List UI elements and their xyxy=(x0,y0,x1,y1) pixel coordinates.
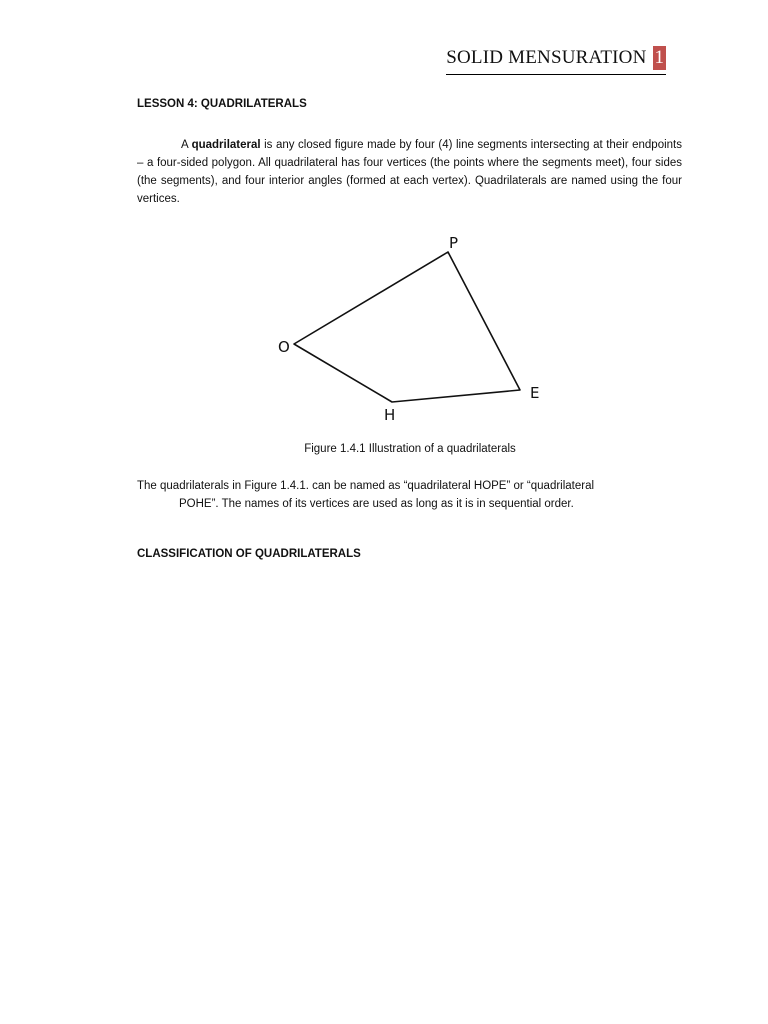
vertex-label-p: P xyxy=(449,234,459,252)
quadrilateral-shape xyxy=(294,252,520,402)
section-title: CLASSIFICATION OF QUADRILATERALS xyxy=(137,548,361,560)
intro-text-pre: A xyxy=(181,139,192,151)
intro-paragraph xyxy=(137,136,682,208)
header-title: SOLID MENSURATION xyxy=(446,47,647,68)
lesson-title: LESSON 4: QUADRILATERALS xyxy=(137,98,307,110)
vertex-label-h: H xyxy=(384,406,396,424)
page-header xyxy=(446,46,666,75)
naming-line-2: POHE”. The names of its vertices are used as long as it is in sequential order. xyxy=(179,498,574,510)
naming-line-1: The quadrilaterals in Figure 1.4.1. can be named as “quadrilateral HOPE” or “quadrilateral xyxy=(137,480,595,492)
figure-caption: Figure 1.4.1 Illustration of a quadrilaterals xyxy=(304,443,516,455)
vertex-label-o: O xyxy=(278,338,290,356)
intro-text-post: is any closed figure made by four (4) line segments intersecting at their endpoints – a four-sided polygon. All quadrilateral has four vertices (the points where the segments meet), four sides (the segments), and four interior angles (formed at each vertex). Quadrilaterals are named using the four vertices. xyxy=(137,139,682,205)
intro-term: quadrilateral xyxy=(191,139,261,151)
page-number-badge: 1 xyxy=(654,47,664,68)
vertex-label-e: E xyxy=(530,384,540,402)
quadrilateral-figure xyxy=(270,228,570,428)
naming-paragraph xyxy=(137,477,667,513)
